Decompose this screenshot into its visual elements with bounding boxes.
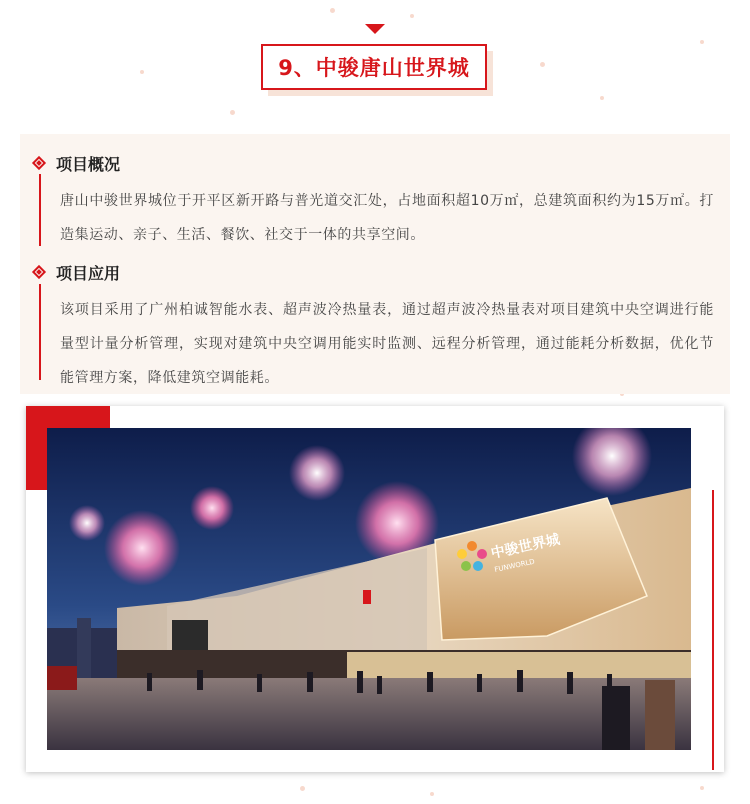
info-card <box>20 134 730 394</box>
application-section <box>34 260 724 395</box>
mall-rendering-image <box>47 428 691 750</box>
confetti-dot <box>330 8 335 13</box>
building-sign-cn: 中骏世界城 <box>489 531 562 562</box>
confetti-dot <box>600 96 604 100</box>
red-side-line <box>712 490 714 770</box>
title-arrow-icon <box>365 24 385 34</box>
overview-section <box>34 151 724 252</box>
confetti-dot <box>700 786 704 790</box>
confetti-dot <box>700 40 704 44</box>
confetti-dot <box>430 792 434 796</box>
diamond-bullet-icon <box>34 267 44 277</box>
page-title: 9、中骏唐山世界城 <box>278 56 470 80</box>
firework <box>289 445 345 501</box>
diamond-bullet-icon <box>34 158 44 168</box>
firework <box>104 510 180 586</box>
firework <box>69 505 105 541</box>
overview-title: 项目概况 <box>56 154 121 174</box>
section-heading <box>261 44 487 90</box>
confetti-dot <box>230 110 235 115</box>
confetti-dot <box>300 786 305 791</box>
firework <box>190 486 234 530</box>
confetti-dot <box>410 14 414 18</box>
confetti-dot <box>540 62 545 67</box>
building-sign-en: FUNWORLD <box>493 557 536 574</box>
application-title: 项目应用 <box>56 263 121 283</box>
application-body: 该项目采用了广州柏诚智能水表、超声波冷热量表，通过超声波冷热量表对项目建筑中央空调进行能量型计量分析管理，实现对建筑中央空调用能实时监测、远程分析管理，通过能耗分析数据，优化节能管理方案，降低建筑空调能耗。 <box>60 302 714 386</box>
overview-body: 唐山中骏世界城位于开平区新开路与普光道交汇处，占地面积超10万㎡，总建筑面积约为15万㎡。打造集运动、亲子、生活、餐饮、社交于一体的共享空间。 <box>60 193 714 243</box>
confetti-dot <box>140 70 144 74</box>
